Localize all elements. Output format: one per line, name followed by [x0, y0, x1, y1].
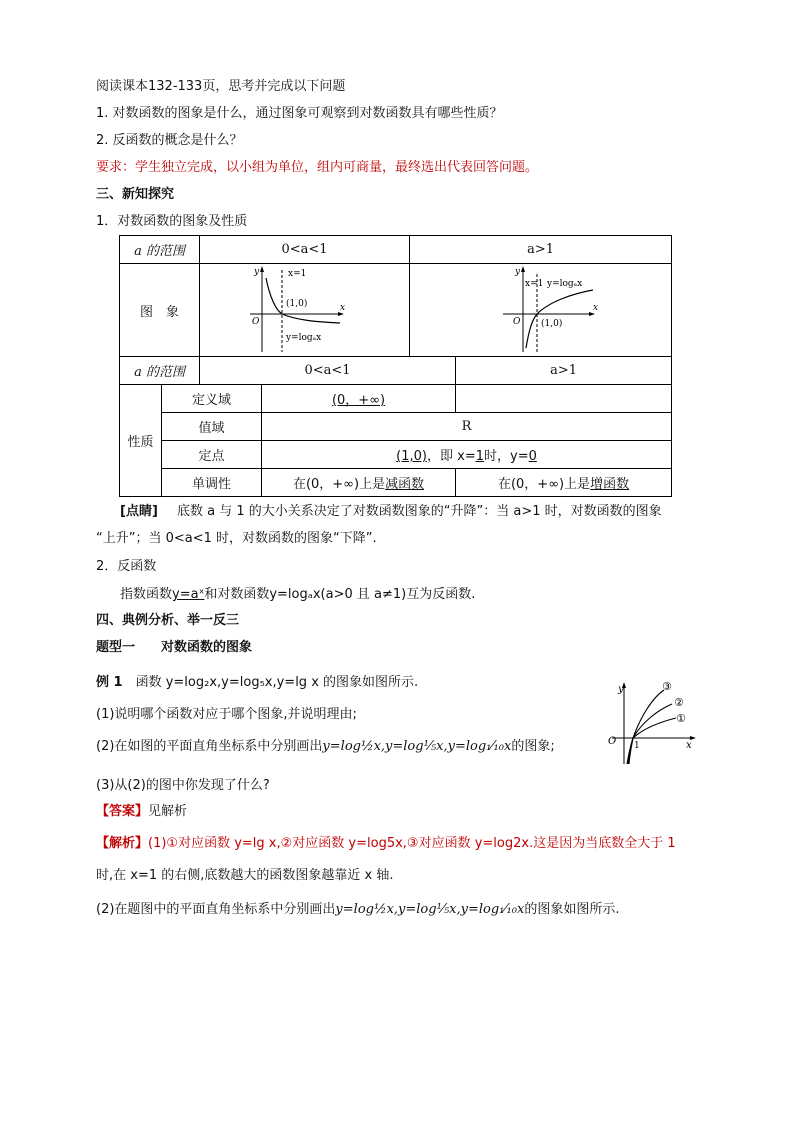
graph-increasing — [410, 264, 672, 357]
point-label: (1,0) — [286, 299, 308, 309]
decreasing-log-graph — [200, 264, 410, 356]
analysis-line-1: 【解析】(1)①对应函数 y=lg x,②对应函数 y=log5x,③对应函数 y=log2x.这是因为当底数全大于 1 — [96, 836, 676, 851]
fixed-point-value: (1,0)，即 x=1时，y=0 — [262, 441, 672, 469]
image-label: 图 象 — [120, 264, 200, 357]
requirement-text: 要求：学生独立完成，以小组为单位，组内可商量，最终选出代表回答问题。 — [96, 160, 539, 175]
axis-y-label: y — [514, 267, 520, 277]
range-header-2: a 的范围 — [120, 357, 200, 385]
tip-line-1: 底数 a 与 1 的大小关系决定了对数函数图象的“升降”：当 a>1 时，对数函数的图象 — [177, 504, 662, 519]
domain-value: (0，+∞) — [262, 385, 456, 413]
monotonicity-label: 单调性 — [162, 469, 262, 497]
question-1: 1. 对数函数的图象是什么，通过图象可观察到对数函数具有哪些性质？ — [96, 106, 503, 121]
range-col2: a>1 — [410, 236, 672, 264]
curve-1-label: ① — [676, 712, 686, 725]
section-3-title: 三、新知探究 — [96, 187, 175, 202]
function-label: y=logₐx — [286, 333, 322, 343]
section-4-title: 四、典例分析、举一反三 — [96, 613, 240, 628]
intro-line: 阅读课本132-133页，思考并完成以下问题 — [96, 79, 346, 94]
origin-label: O — [512, 317, 520, 327]
analysis-line-3: (2)在题图中的平面直角坐标系中分别画出y=log½x,y=log⅕x,y=log₁⁄₁₀x的图象如图所示. — [96, 902, 620, 917]
analysis-line-2: 时,在 x=1 的右侧,底数越大的函数图象越靠近 x 轴. — [96, 868, 394, 883]
range-col1-2: 0<a<1 — [200, 357, 456, 385]
monotonicity-decreasing: 在(0，+∞)上是减函数 — [262, 469, 456, 497]
graph-decreasing — [200, 264, 410, 357]
range-header: a 的范围 — [120, 236, 200, 264]
inverse-title: 2．反函数 — [96, 559, 157, 574]
tip-line-2: “上升”；当 0<a<1 时，对数函数的图象“下降”. — [96, 531, 377, 546]
monotonicity-increasing: 在(0，+∞)上是增函数 — [456, 469, 672, 497]
example-1-stem: 例 1 函数 y=log₂x,y=log₅x,y=lg x 的图象如图所示. — [96, 675, 419, 690]
range-col1: 0<a<1 — [200, 236, 410, 264]
tick-one-label: 1 — [634, 741, 640, 751]
curve-3-label: ③ — [662, 680, 672, 693]
axis-x-label: x — [592, 303, 598, 313]
curve-2-label: ② — [674, 696, 684, 709]
inverse-text: 指数函数y=aˣ和对数函数y=logₐx(a>0 且 a≠1)互为反函数. — [120, 587, 476, 602]
question-2: 2. 反函数的概念是什么？ — [96, 133, 243, 148]
axis-x-label: x — [686, 740, 692, 751]
type-1-title: 题型一 对数函数的图象 — [96, 640, 253, 655]
properties-label: 性质 — [120, 385, 162, 497]
range-value: R — [262, 413, 672, 441]
range-value-label: 值域 — [162, 413, 262, 441]
increasing-log-graph — [421, 264, 661, 356]
function-label: y=logₐx — [546, 279, 582, 289]
example-1-part-2: (2)在如图的平面直角坐标系中分别画出y=log½x,y=log⅕x,y=log₁⁄₁₀x的图象; — [96, 739, 555, 754]
axis-y-label: y — [254, 267, 260, 277]
domain-label: 定义域 — [162, 385, 262, 413]
x1-label: x=1 — [288, 269, 307, 279]
origin-label: O — [608, 736, 617, 747]
example-1-part-3: (3)从(2)的图中你发现了什么? — [96, 778, 270, 793]
tip-label: [点睛] — [120, 504, 158, 519]
axis-x-label: x — [340, 303, 346, 313]
example-1-graph — [600, 678, 700, 768]
axis-y-label: y — [618, 684, 624, 695]
range-col2-2: a>1 — [456, 357, 672, 385]
x1-label: x=1 — [524, 279, 543, 289]
log-function-table — [119, 235, 672, 497]
example-1-part-1: (1)说明哪个函数对应于哪个图象,并说明理由; — [96, 707, 357, 722]
point-label: (1,0) — [540, 319, 562, 329]
subsection-1-title: 1．对数函数的图象及性质 — [96, 214, 248, 229]
fixed-point-label: 定点 — [162, 441, 262, 469]
answer-line: 【答案】见解析 — [96, 804, 188, 819]
origin-label: O — [252, 317, 260, 327]
